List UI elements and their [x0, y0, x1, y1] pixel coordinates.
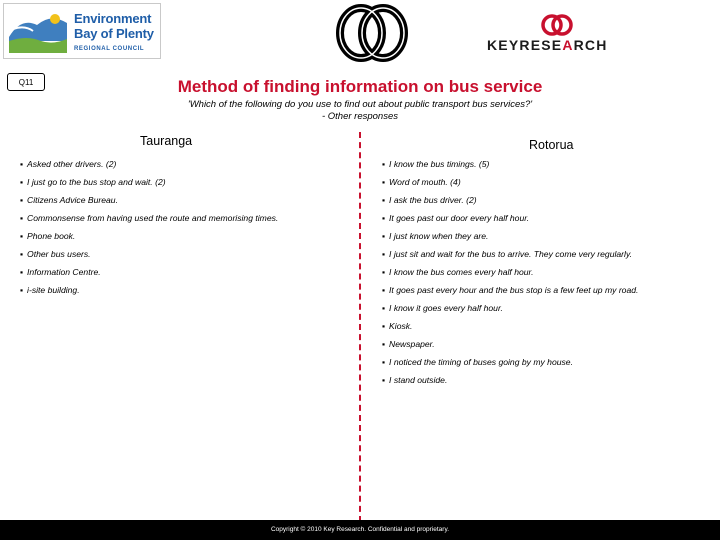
list-item-text: Phone book.: [27, 231, 76, 241]
list-item-text: I know the bus timings. (5): [389, 159, 490, 169]
list-item: [382, 320, 638, 338]
list-item-text: It goes past every hour and the bus stop is a few feet up my road.: [389, 285, 639, 295]
list-item-text: Word of mouth. (4): [389, 177, 461, 187]
bullet-icon: ▪: [20, 195, 24, 205]
list-item: [20, 212, 278, 230]
bullet-icon: ▪: [20, 285, 24, 295]
logo-line3: REGIONAL COUNCIL: [74, 46, 145, 52]
list-item: [382, 158, 638, 176]
bullet-icon: ▪: [382, 339, 386, 349]
column-divider: [359, 132, 361, 522]
bullet-icon: ▪: [20, 249, 24, 259]
list-item: [382, 212, 638, 230]
list-item-text: Information Centre.: [27, 267, 101, 277]
bullet-icon: ▪: [20, 159, 24, 169]
list-item-text: I know the bus comes every half hour.: [389, 267, 534, 277]
bullet-icon: ▪: [382, 375, 386, 385]
keyresearch-rings-icon: [540, 14, 574, 36]
bullet-icon: ▪: [382, 177, 386, 187]
question-badge: Q11: [7, 73, 45, 91]
list-item-text: I stand outside.: [389, 375, 448, 385]
list-item-text: Citizens Advice Bureau.: [27, 195, 118, 205]
list-item: [20, 176, 278, 194]
landscape-logo-icon: [7, 7, 69, 55]
list-item-text: Newspaper.: [389, 339, 435, 349]
bullet-icon: ▪: [20, 267, 24, 277]
list-item: [20, 248, 278, 266]
bullet-icon: ▪: [382, 195, 386, 205]
interlocking-rings-icon: [333, 4, 411, 62]
list-item-text: Asked other drivers. (2): [27, 159, 117, 169]
list-item: [20, 284, 278, 302]
rotorua-responses-list: [382, 158, 638, 392]
list-item: [20, 194, 278, 212]
keyresearch-wordmark: [487, 37, 608, 53]
list-item-text: i-site building.: [27, 285, 80, 295]
bullet-icon: ▪: [382, 357, 386, 367]
list-item-text: I noticed the timing of buses going by my house.: [389, 357, 573, 367]
logo-line2: Bay of Plenty: [74, 26, 154, 41]
list-item: [382, 248, 638, 266]
bullet-icon: ▪: [382, 321, 386, 331]
bullet-icon: ▪: [382, 159, 386, 169]
bullet-icon: ▪: [382, 285, 386, 295]
list-item-text: It goes past our door every half hour.: [389, 213, 530, 223]
list-item-text: I just sit and wait for the bus to arrive. They come very regularly.: [389, 249, 632, 259]
subtitle-line2: - Other responses: [321, 111, 399, 122]
subtitle-line1: 'Which of the following do you use to find out about public transport bus services?': [187, 99, 533, 110]
bullet-icon: ▪: [20, 213, 24, 223]
list-item-text: Kiosk.: [389, 321, 413, 331]
logo-line1: Environment: [74, 11, 152, 26]
bullet-icon: ▪: [20, 231, 24, 241]
list-item: [20, 158, 278, 176]
list-item: [20, 230, 278, 248]
list-item: [382, 230, 638, 248]
list-item: [382, 356, 638, 374]
list-item-text: Commonsense from having used the route and memorising times.: [27, 213, 279, 223]
bullet-icon: ▪: [382, 231, 386, 241]
list-item: [382, 338, 638, 356]
list-item: [382, 194, 638, 212]
copyright-footer: Copyright © 2010 Key Research. Confidential and proprietary.: [0, 520, 720, 540]
column-header-tauranga: Tauranga: [140, 134, 193, 148]
environment-bop-logo: [3, 3, 161, 59]
column-header-rotorua: Rotorua: [529, 138, 574, 152]
list-item: [382, 284, 638, 302]
keyresearch-text-part1: KEYRESE: [487, 37, 563, 53]
list-item: [382, 176, 638, 194]
bullet-icon: ▪: [382, 249, 386, 259]
bullet-icon: ▪: [382, 267, 386, 277]
list-item-text: I just go to the bus stop and wait. (2): [27, 177, 166, 187]
list-item-text: Other bus users.: [27, 249, 91, 259]
tauranga-responses-list: [20, 158, 278, 302]
list-item-text: I know it goes every half hour.: [389, 303, 503, 313]
list-item-text: I just know when they are.: [389, 231, 489, 241]
bullet-icon: ▪: [382, 303, 386, 313]
list-item: [382, 302, 638, 320]
keyresearch-text-part3: RCH: [573, 37, 608, 53]
list-item: [382, 266, 638, 284]
list-item-text: I ask the bus driver. (2): [389, 195, 477, 205]
page-title: Method of finding information on bus service: [177, 77, 543, 96]
list-item: [382, 374, 638, 392]
keyresearch-text-accent: A: [562, 37, 574, 53]
bullet-icon: ▪: [20, 177, 24, 187]
bullet-icon: ▪: [382, 213, 386, 223]
list-item: [20, 266, 278, 284]
